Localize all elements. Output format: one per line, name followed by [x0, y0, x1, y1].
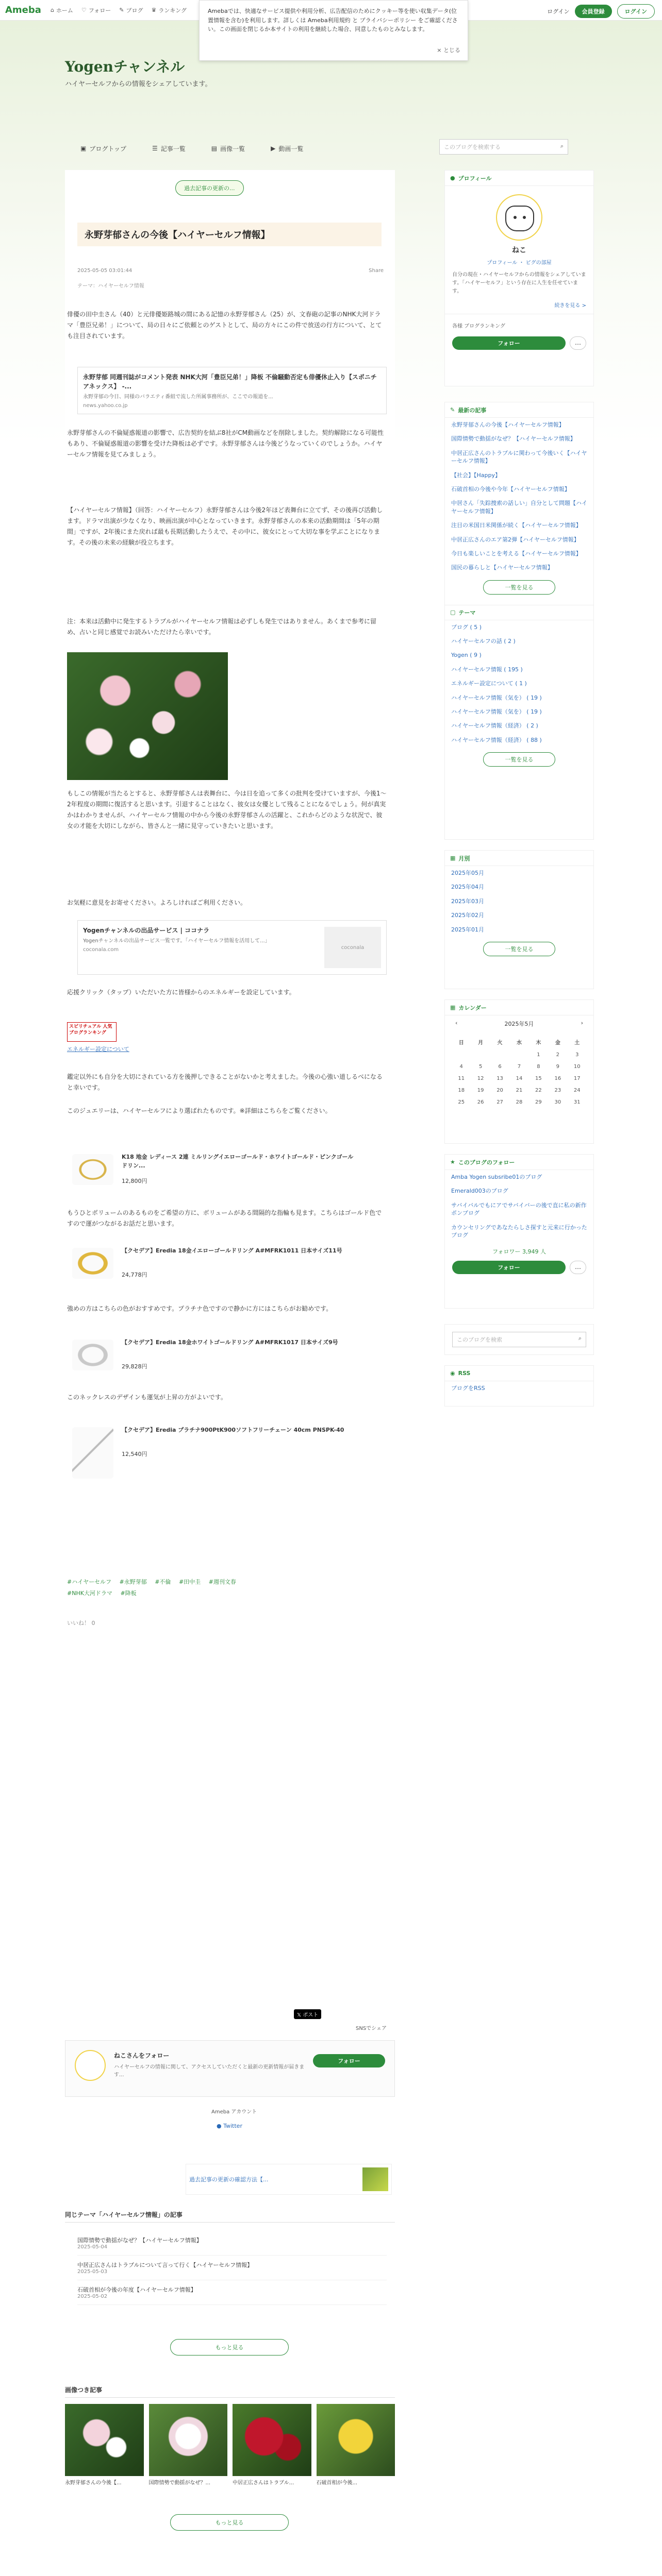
photo-card[interactable]: 石破首相が今後...	[317, 2404, 395, 2486]
day[interactable]: 19	[477, 1088, 484, 1093]
day[interactable]: 7	[517, 1064, 521, 1070]
follow-button[interactable]: フォロー	[452, 336, 566, 350]
day[interactable]: 8	[537, 1064, 540, 1070]
share-link[interactable]: Share	[369, 268, 384, 274]
photo-head: 画像つき記事	[65, 2385, 395, 2398]
theme-item[interactable]: ハイヤーセルフ情報（気を） ( 19 )	[451, 708, 542, 716]
product-title: 【クセデア】Eredia プラチナ900PtK900ソフトフリーチェーン 40cm PNSPK-40	[122, 1427, 344, 1433]
recent-item[interactable]: 今日も楽しいことを考える【ハイヤーセルフ情報】	[451, 550, 582, 557]
login-button[interactable]: ログイン	[617, 4, 655, 19]
day[interactable]: 26	[477, 1099, 484, 1105]
hashtag[interactable]: #週刊文春	[208, 1579, 236, 1585]
folder-icon: ▢	[450, 609, 456, 616]
month-more-button[interactable]: 一覧を見る	[483, 942, 555, 956]
theme-more-button[interactable]: 一覧を見る	[483, 752, 555, 767]
same-theme-head: 同じテーマ「ハイヤーセルフ情報」の記事	[65, 2210, 395, 2223]
blog-desc: ハイヤーセルフからの情報をシェアしています。	[65, 80, 212, 88]
coconala-card-desc: Yogenチャンネルの出品サービス一覧です。「ハイヤーセルフ情報を活用して...」	[83, 938, 270, 944]
weekday: 水	[516, 1040, 522, 1046]
calendar-panel	[444, 999, 594, 1144]
follower-count[interactable]: フォロワー 3,949 人	[492, 1248, 546, 1256]
same-theme-item[interactable]: 石破首相が今後の年度【ハイヤーセルフ情報】 2025-05-02	[77, 2280, 387, 2305]
entry-theme[interactable]: テーマ：ハイヤーセルフ情報	[77, 283, 144, 289]
image-icon: ▤	[211, 145, 218, 152]
day[interactable]: 25	[458, 1099, 465, 1105]
day[interactable]: 2	[556, 1052, 559, 1058]
weekday: 月	[478, 1040, 484, 1046]
calendar-table	[452, 1035, 587, 1108]
weekday: 金	[555, 1040, 560, 1046]
recent-item[interactable]: 永野芽郁さんの今後【ハイヤーセルフ情報】	[451, 421, 565, 428]
hashtag[interactable]: #ハイヤーセルフ	[67, 1579, 111, 1585]
rss-icon: ◉	[450, 1370, 455, 1377]
profile-links[interactable]: プロフィール ・ ピグの部屋	[487, 260, 552, 266]
day[interactable]: 11	[458, 1076, 465, 1081]
theme-item[interactable]: ハイヤーセルフの話 ( 2 )	[451, 638, 516, 645]
theme-head: ▢ テーマ	[445, 605, 593, 620]
video-icon: ▶	[271, 145, 276, 152]
recent-item[interactable]: 中居正広さんのエア第2弾【ハイヤーセルフ情報】	[451, 536, 580, 543]
theme-item[interactable]: ハイヤーセルフ情報（気を） ( 19 )	[451, 694, 542, 701]
news-card-desc: 永野芽郁の今日、同様のバラエティ番組で流した所属事務所が、ここでの報道を...	[83, 394, 273, 400]
nav-entry-list[interactable]: ☰ 記事一覧	[152, 145, 186, 152]
theme-item[interactable]: ハイヤーセルフ情報（経済） ( 88 )	[451, 736, 542, 743]
share-label[interactable]: SNSでシェア	[356, 2026, 387, 2031]
star-icon: ★	[450, 1159, 455, 1165]
follow-icon: ♡	[81, 7, 87, 13]
photo-thumb	[149, 2404, 228, 2476]
theme-item[interactable]: Yogen ( 9 )	[451, 652, 482, 659]
recent-item[interactable]: 国民の暮らしと【ハイヤーセルフ情報】	[451, 564, 553, 571]
recent-list	[445, 418, 593, 575]
side-search-input[interactable]: このブログを検索 ⌕	[452, 1332, 586, 1347]
photo-thumb	[317, 2404, 395, 2476]
news-card-title: 永野芽郁 同週刊誌がコメント発表 NHK大河「豊臣兄弟！」降板 不倫騒動否定も俳優休止入り【スポニチアネックス】 -...	[83, 374, 377, 390]
recent-item[interactable]: 国際情勢で動揺がなぜ？【ハイヤーセルフ情報】	[451, 435, 576, 443]
recent-item[interactable]: 【社会】【Happy】	[451, 471, 501, 479]
hashtag[interactable]: #降板	[120, 1590, 137, 1597]
product-price: 24,778円	[122, 1272, 147, 1278]
nav-video-list[interactable]: ▶ 動画一覧	[271, 145, 304, 152]
entry-para-4: 注：本来は活動中に発生するトラブルがハイヤーセルフ情報は必ずしも発生ではありません。あくまで参考に留め、占いと同じ感覚でお読みいただけたら幸いです。	[67, 618, 377, 636]
day[interactable]: 15	[535, 1076, 542, 1081]
follow-blog-item[interactable]: Amba Yogen subsribe01のブログ	[451, 1174, 542, 1180]
follow-blog-head: ★ このブログのフォロー	[445, 1155, 593, 1170]
entry-para-5: もしこの情報が当たるとすると、永野芽郁さんは表舞台に、今は日を追って多くの批判を受けていますが、今後1〜2年程度の期間に復活すると思います。引退することはなく、彼女は女優として残ることになるでしょう。何が真実かはわかりませんが、ハイヤーセルフ情報の中から今後の永野芽郁さんの活躍と、これからどのような状況で、彼女の才能を大切にしながら、皆さんと一緒に見守っていきたいと思います。	[67, 790, 387, 829]
flower-photo[interactable]	[67, 652, 228, 780]
nav-blog-top[interactable]: ▣ ブログトップ	[80, 145, 126, 152]
prev-entry-button[interactable]: 過去記事の更新の...	[175, 180, 244, 196]
theme-item[interactable]: ハイヤーセルフ情報 ( 195 )	[451, 666, 523, 673]
day	[509, 1049, 528, 1061]
calendar-icon: ▦	[450, 1004, 456, 1011]
nav-image-list[interactable]: ▤ 画像一覧	[211, 145, 245, 152]
coconala-card-url: coconala.com	[83, 947, 119, 953]
day[interactable]: 13	[496, 1076, 503, 1081]
top-right	[547, 4, 655, 19]
search-icon[interactable]: ⌕	[560, 143, 564, 149]
twitter-link[interactable]: ● Twitter	[217, 2123, 242, 2129]
weekday: 日	[458, 1040, 464, 1046]
entry-para-8: 鑑定以外にも自分を大切にされている方を後押しできることがないかと考えました。今後の心強い道しるべになると幸いです。	[67, 1073, 383, 1091]
same-theme-item[interactable]: 中居正広さんはトラブルについて言って行く【ハイヤーセルフ情報】 2025-05-03	[77, 2256, 387, 2280]
follow-blog-item[interactable]: サバイバルでもにアでサバイバーの後で直に私の新作ポンブログ	[451, 1201, 587, 1217]
follow-box-title: ねこさんをフォロー	[114, 2052, 170, 2059]
same-theme-more-button[interactable]: もっと見る	[170, 2339, 289, 2355]
entry-para-2: 永野芽郁さんの不倫疑惑報道の影響で、広告契約を結ぶ8社がCM動画などを削除しました。契約解除になる可能性もあり、不倫疑惑報道の影響を受けた降板は必ずです。永野芽郁さんは今後どうなっていくのでしょうか。ハイヤーセルフ情報を見てみましょう。	[67, 429, 384, 458]
hashtag[interactable]: #永野芽郁	[119, 1579, 147, 1585]
entry-meta	[77, 268, 384, 274]
coconala-card-title: Yogenチャンネルの出品サービス | ココナラ	[83, 927, 210, 934]
theme-item[interactable]: ハイヤーセルフ情報（経済） ( 2 )	[451, 722, 538, 730]
login-link[interactable]: ログイン	[547, 8, 570, 15]
recent-item[interactable]: 注目の米国日米関係が続く【ハイヤーセルフ情報】	[451, 522, 582, 529]
rss-list	[445, 1381, 593, 1395]
follow-blog-item[interactable]: Emerald003のブログ	[451, 1188, 508, 1195]
nav-ranking[interactable]: ♛ ランキング	[151, 7, 187, 14]
hashtag[interactable]: #田中圭	[178, 1579, 201, 1585]
profile-panel	[444, 170, 594, 386]
product-2[interactable]	[72, 1243, 361, 1289]
ameba-logo[interactable]: Ameba	[5, 5, 41, 15]
product-price: 29,828円	[122, 1363, 147, 1370]
coconala-card[interactable]	[77, 920, 387, 975]
cookie-text: Amebaでは、快適なサービス提供や利用分析、広告配信のためにクッキー等を使い収集データ(位置情報を含む)を利用します。詳しくは Ameba利用規約 と プライバシーポリシー をご確認ください。この画面を閉じるか本サイトの利用を継続した場合、同意したものとみなします。	[208, 8, 458, 33]
day	[452, 1049, 471, 1061]
day[interactable]: 31	[573, 1099, 581, 1105]
list-icon: ☰	[152, 145, 158, 152]
day	[471, 1049, 490, 1061]
more-icon[interactable]: …	[570, 336, 586, 350]
product-3[interactable]	[72, 1334, 361, 1381]
top-icon: ▣	[80, 145, 87, 152]
day[interactable]: 30	[554, 1099, 561, 1105]
entry-para-7: 応援クリック（タップ）いただいた方に皆様からのエネルギーを設定しています。	[67, 989, 295, 996]
like-count[interactable]: いいね！ 0	[67, 1620, 95, 1626]
day[interactable]: 18	[458, 1088, 465, 1093]
photo-more-button[interactable]: もっと見る	[170, 2514, 289, 2531]
recent-item[interactable]: 中居正広さんのトラブルに関わって今後いく【ハイヤーセルフ情報】	[451, 449, 587, 465]
follow-button-2[interactable]: フォロー	[452, 1261, 566, 1274]
recent-head: ✎ 最新の記事	[445, 402, 593, 418]
news-card-url: news.yahoo.co.jp	[83, 403, 128, 409]
ring-image	[72, 1340, 113, 1370]
month-item[interactable]: 2025年03月	[451, 897, 484, 905]
prev-entry-thumb	[362, 2167, 388, 2191]
coconala-thumb: coconala	[324, 927, 381, 968]
day[interactable]: 29	[535, 1099, 542, 1105]
day	[490, 1049, 509, 1061]
day[interactable]: 9	[556, 1064, 559, 1070]
follow-box-desc: ハイヤーセルフの情報に関して、アクセスしていただくと最新の更新情報が届きます...	[114, 2064, 305, 2078]
rss-panel	[444, 1365, 594, 1406]
month-item[interactable]: 2025年05月	[451, 870, 484, 876]
day[interactable]: 14	[516, 1076, 523, 1081]
pen-icon: ✎	[450, 406, 455, 413]
theme-list	[445, 620, 593, 748]
calendar-title: 2025年5月	[504, 1021, 534, 1027]
day[interactable]: 23	[554, 1088, 561, 1093]
theme-item[interactable]: エネルギー設定について ( 1 )	[451, 680, 527, 687]
entry-para-9: このジュエリーは、ハイヤーセルフにより選ばれたものです。※詳細はこちらをご覧ください。	[67, 1107, 332, 1114]
day[interactable]: 20	[496, 1088, 503, 1093]
spiritual-ranking-badge[interactable]: スピリチュアル 人気ブログランキング	[67, 1022, 117, 1042]
product-price: 12,800円	[122, 1178, 147, 1184]
follow-blog-item[interactable]: カウンセリングであなたらしさ探すと元来に行かったブログ	[451, 1224, 587, 1239]
profile-icon: ●	[450, 175, 455, 181]
product-4[interactable]	[72, 1422, 361, 1484]
day[interactable]: 22	[535, 1088, 542, 1093]
day[interactable]: 24	[573, 1088, 581, 1093]
recent-panel	[444, 402, 594, 840]
entry-para-12: このネックレスのデザインも運気が上昇の方がよいです。	[67, 1394, 227, 1401]
rss-head: ◉ RSS	[445, 1366, 593, 1381]
calendar-head: ▦ カレンダー	[445, 1000, 593, 1015]
month-item[interactable]: 2025年02月	[451, 912, 484, 919]
entry-para-1: 俳優の田中圭さん（40）と元俳優姫路城の間にある記憶の永野芽郁さん（25）が、文春砲の記事のNHK大河ドラマ「豊臣兄弟！」について、局の日々にご依頼とのゲストとして、局の方々にこの件で放送の行方について、とても注目されています。	[67, 311, 382, 340]
ring-image	[72, 1248, 113, 1279]
news-card[interactable]	[77, 367, 387, 414]
same-theme-item[interactable]: 国際情勢で動揺がなぜ？【ハイヤーセルフ情報】 2025-05-04	[77, 2231, 387, 2256]
weekday: 土	[574, 1040, 580, 1046]
month-item[interactable]: 2025年04月	[451, 884, 484, 891]
more-icon[interactable]: …	[570, 1261, 586, 1274]
photo-grid	[65, 2404, 395, 2486]
month-item[interactable]: 2025年01月	[451, 926, 484, 933]
twitter-icon: ●	[217, 2123, 222, 2129]
photo-card[interactable]: 国際情勢で動揺がなぜ？...	[149, 2404, 228, 2486]
product-title: K18 地金 レディース 2連 ミルリングイエローゴールド・ホワイトゴールド・ピンクゴールドリン...	[122, 1154, 354, 1169]
product-price: 12,540円	[122, 1451, 147, 1458]
cookie-toast	[199, 0, 468, 61]
home-icon: ⌂	[50, 7, 54, 13]
necklace-image	[72, 1427, 113, 1479]
side-search	[444, 1324, 594, 1355]
nav-blog[interactable]: ✎ ブログ	[119, 7, 143, 14]
day[interactable]: 21	[516, 1088, 523, 1093]
hashtag-list	[67, 1577, 387, 1599]
month-panel	[444, 850, 594, 989]
prev-entry-title: 過去記事の更新の確認方法【...	[189, 2176, 269, 2183]
day[interactable]: 16	[554, 1076, 561, 1081]
day[interactable]: 10	[573, 1064, 581, 1070]
entry-para-11: 強めの方はこちらの色がおすすめです。プラチナ色ですので静かに方にはこちらがお勧めです。	[67, 1305, 333, 1312]
month-list	[445, 866, 593, 937]
month-head: ▦ 月別	[445, 851, 593, 866]
recent-item[interactable]: 石破首相の今後や今年【ハイヤーセルフ情報】	[451, 485, 570, 493]
profile-head: ● プロフィール	[445, 171, 593, 186]
follow-box-button[interactable]: フォロー	[313, 2054, 385, 2067]
recent-more-button[interactable]: 一覧を見る	[483, 580, 555, 595]
weekday: 火	[497, 1040, 503, 1046]
same-theme-list	[77, 2231, 387, 2305]
follow-blog-list	[445, 1170, 593, 1242]
ranking-icon: ♛	[151, 7, 157, 13]
genre-ranking[interactable]: 各様 ブログランキング	[445, 314, 593, 336]
search-icon[interactable]: ⌕	[578, 1335, 582, 1342]
day[interactable]: 5	[478, 1064, 483, 1070]
ring-image	[72, 1154, 113, 1185]
recent-item[interactable]: 中居さん「失踪捜索の話しい」自分として問題【ハイヤーセルフ情報】	[451, 500, 587, 515]
entry-para-10: もうひとボリュームのあるものをご希望の方に、ボリュームがある間隔的な指輪も見ます。こちらはゴールド色ですので運がつながるお話だと思います。	[67, 1209, 382, 1227]
product-title: 【クセデア】Eredia 18金イエローゴールドリング A#MFRK1011 日本サイズ11号	[122, 1247, 342, 1254]
photo-card[interactable]: 中居正広さんはトラブル...	[233, 2404, 311, 2486]
day[interactable]: 3	[575, 1052, 579, 1058]
photo-thumb	[233, 2404, 311, 2476]
product-1[interactable]	[72, 1149, 361, 1195]
theme-item[interactable]: ブログ ( 5 )	[451, 623, 482, 631]
calendar-icon: ▦	[450, 855, 456, 861]
day[interactable]: 1	[537, 1052, 540, 1058]
ameba-account: Ameba アカウント	[211, 2109, 257, 2115]
prev-month-icon[interactable]: ‹	[455, 1020, 458, 1026]
product-title: 【クセデア】Eredia 18金ホワイトゴールドリング A#MFRK1017 日本サイズ9号	[122, 1339, 338, 1346]
entry-para-6: お気軽に意見をお寄せください。よろしければご利用ください。	[67, 899, 247, 906]
entry-title[interactable]: 永野芽郁さんの今後【ハイヤーセルフ情報】	[77, 223, 382, 246]
x-post-button[interactable]: 𝕏 ポスト	[294, 2009, 321, 2019]
day[interactable]: 28	[516, 1099, 523, 1105]
prev-entry-card[interactable]	[186, 2164, 392, 2195]
profile-desc: 自分の現在・ハイヤーセルフからの情報をシェアしています。「ハイヤーセルフ」という存在に人生を任せています。	[452, 272, 586, 294]
weekday: 木	[536, 1040, 541, 1046]
rss-link[interactable]: ブログをRSS	[451, 1385, 485, 1392]
photo-card[interactable]: 永野芽郁さんの今後【...	[65, 2404, 144, 2486]
nav-home[interactable]: ⌂ ホーム	[50, 7, 73, 14]
entry-para-3: 【ハイヤーセルフ情報】（回答：ハイヤーセルフ）永野芽郁さんは今後2年ほど表舞台に立てず、その後再び活動します。ドラマ出演が少なくなり、映画出演が中心となっていきます。永野芽郁さんの本来の活動期間は「5年の期間」ですが、2年後にまた戻れば最も長期活動したうえで、その中に、彼女にとって大切な事を学ぶことになります。その後の未来の経験が役立ちます。	[67, 506, 383, 546]
blog-title[interactable]: Yogenチャンネル	[65, 58, 185, 75]
blog-search-input[interactable]: このブログを検索する ⌕	[439, 139, 568, 155]
cat-avatar[interactable]	[496, 194, 542, 241]
nav-follow[interactable]: ♡ フォロー	[81, 7, 111, 14]
profile-name[interactable]: ねこ	[512, 246, 526, 255]
energy-link[interactable]: エネルギー設定について	[67, 1046, 129, 1053]
hashtag[interactable]: #NHK大河ドラマ	[67, 1590, 112, 1597]
hashtag[interactable]: #不倫	[155, 1579, 171, 1585]
photo-thumb	[65, 2404, 144, 2476]
day[interactable]: 17	[573, 1076, 581, 1081]
calendar-nav	[445, 1015, 593, 1032]
profile-more[interactable]: 続きを見る >	[554, 303, 586, 309]
entry-date: 2025-05-05 03:01:44	[77, 268, 133, 274]
follow-box	[65, 2040, 395, 2097]
cat-avatar-small[interactable]	[75, 2050, 106, 2081]
cookie-close-button[interactable]: × とじる	[437, 47, 460, 54]
next-month-icon[interactable]: ›	[581, 1020, 583, 1026]
day[interactable]: 27	[496, 1099, 503, 1105]
day[interactable]: 12	[477, 1076, 484, 1081]
top-nav	[51, 6, 187, 14]
register-button[interactable]: 会員登録	[575, 5, 612, 18]
day[interactable]: 4	[459, 1064, 463, 1070]
follow-blog-panel	[444, 1154, 594, 1309]
blog-icon: ✎	[119, 7, 124, 13]
day[interactable]: 6	[498, 1064, 502, 1070]
